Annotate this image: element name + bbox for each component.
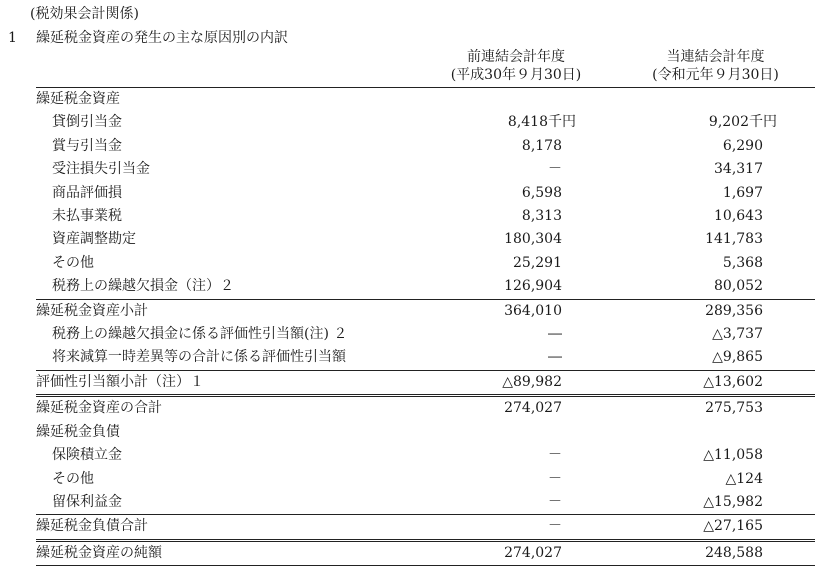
table-row	[36, 299, 815, 323]
table-row	[36, 158, 815, 181]
prev-year-value: 8,178	[521, 137, 562, 154]
curr-year-value: 10,643	[714, 208, 763, 225]
prev-year-value: 25,291	[513, 254, 562, 271]
row-label: 税務上の繰越欠損金（注）２	[52, 278, 234, 295]
row-label: 貸倒引当金	[52, 114, 122, 131]
curr-year-value: 80,052	[714, 278, 763, 295]
table-row	[36, 468, 815, 491]
prev-year-value: 180,304	[504, 231, 562, 248]
prev-year-header: 前連結会計年度	[467, 49, 565, 65]
table-row	[36, 228, 815, 251]
table-row	[36, 444, 815, 467]
row-label: 繰延税金負債	[36, 423, 120, 440]
row-label: 評価性引当額小計（注）１	[36, 370, 416, 395]
curr-year-value: 289,356	[616, 299, 815, 323]
row-label: 繰延税金資産の合計	[36, 396, 416, 421]
table-row	[36, 323, 815, 346]
curr-year-value: 248,588	[616, 540, 815, 565]
curr-year-date: (令和元年９月30日)	[616, 66, 815, 88]
prev-year-value: 8,418千円	[507, 114, 576, 131]
prev-year-date: (平成30年９月30日)	[416, 66, 616, 88]
row-label: 税務上の繰越欠損金に係る評価性引当額(注) ２	[52, 326, 348, 343]
prev-year-value: 126,904	[504, 278, 562, 295]
prev-year-value: －	[548, 447, 562, 464]
curr-year-value: 141,783	[705, 231, 763, 248]
prev-year-value: 274,027	[416, 540, 616, 565]
row-label: その他	[52, 470, 94, 487]
row-label: 商品評価損	[52, 184, 122, 201]
curr-year-value: △9,865	[712, 349, 763, 366]
table-row	[36, 370, 815, 395]
curr-year-value: 275,753	[616, 396, 815, 421]
prev-year-value: 364,010	[416, 299, 616, 323]
row-label: 留保利益金	[52, 493, 122, 510]
curr-year-value: △13,602	[616, 370, 815, 395]
subsection-heading	[8, 27, 288, 47]
curr-year-value: 5,368	[722, 254, 763, 271]
prev-year-value	[416, 88, 616, 112]
row-label: 繰延税金負債合計	[36, 515, 416, 540]
table-row	[36, 540, 815, 565]
curr-year-value: △3,737	[712, 326, 763, 343]
curr-year-value: 6,290	[722, 137, 763, 154]
table-row	[36, 252, 815, 275]
table-row	[36, 135, 815, 158]
subsection-number: 1	[8, 30, 17, 46]
row-label: 繰延税金資産小計	[36, 299, 416, 323]
curr-year-value: 1,697	[722, 184, 763, 201]
prev-year-value: 8,313	[521, 208, 562, 225]
prev-year-value: 6,598	[521, 184, 562, 201]
curr-year-value: 34,317	[714, 161, 763, 178]
row-label: 未払事業税	[52, 208, 122, 225]
table-row	[36, 421, 815, 444]
table-row	[36, 88, 815, 112]
row-label: 繰延税金資産の純額	[36, 540, 416, 565]
row-label: 将来減算一時差異等の合計に係る評価性引当額	[52, 349, 346, 366]
row-label: その他	[52, 254, 94, 271]
row-label: 資産調整勘定	[52, 231, 136, 248]
table-row	[36, 275, 815, 299]
row-label: 賞与引当金	[52, 137, 122, 154]
prev-year-value: －	[548, 470, 562, 487]
curr-year-value: △15,982	[703, 493, 763, 510]
curr-year-value: △124	[725, 470, 763, 487]
table-row	[36, 515, 815, 540]
curr-year-value	[616, 421, 815, 444]
table-row	[36, 205, 815, 228]
curr-year-header: 当連結会計年度	[666, 49, 765, 65]
section-title: (税効果会計関係)	[30, 6, 139, 22]
subsection-title: 繰延税金資産の発生の主な原因別の内訳	[36, 30, 288, 46]
prev-year-value: ―	[548, 349, 562, 366]
prev-year-value: －	[548, 493, 562, 510]
header-blank	[36, 48, 416, 66]
row-label: 保険積立金	[52, 447, 122, 464]
curr-year-value	[616, 88, 815, 112]
header-blank	[36, 66, 416, 88]
table-row	[36, 346, 815, 370]
curr-year-value: △27,165	[616, 515, 815, 540]
prev-year-value: －	[548, 161, 562, 178]
table-row	[36, 491, 815, 515]
prev-year-value: －	[416, 515, 616, 540]
deferred-tax-table	[36, 48, 815, 566]
prev-year-value: ―	[548, 326, 562, 343]
curr-year-value: 9,202千円	[708, 114, 777, 131]
prev-year-value: 274,027	[416, 396, 616, 421]
table-row	[36, 182, 815, 205]
row-label: 受注損失引当金	[52, 161, 150, 178]
prev-year-value	[416, 421, 616, 444]
prev-year-value: △89,982	[416, 370, 616, 395]
row-label: 繰延税金資産	[36, 91, 120, 107]
table-row	[36, 111, 815, 134]
curr-year-value: △11,058	[703, 447, 763, 464]
table-row	[36, 396, 815, 421]
